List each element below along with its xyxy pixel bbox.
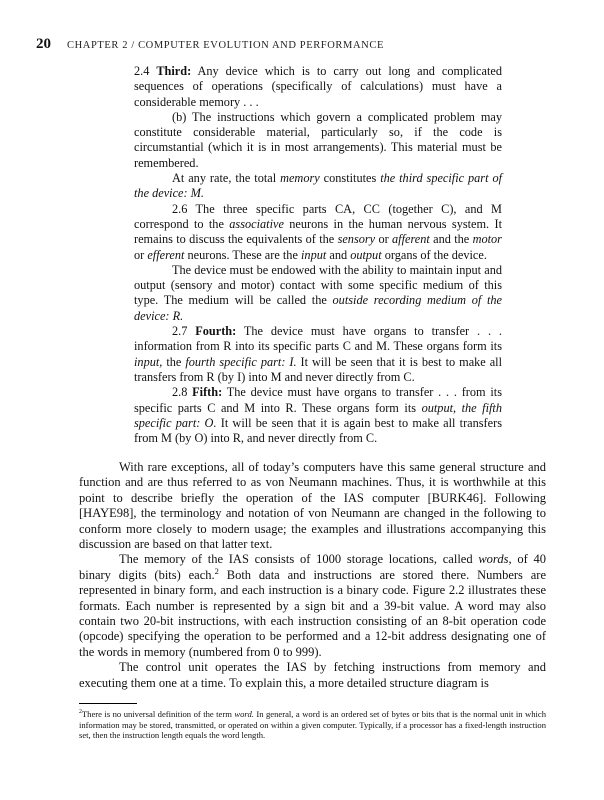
bold-text: Third: <box>156 64 192 78</box>
running-head: CHAPTER 2 / COMPUTER EVOLUTION AND PERFORMANCE <box>67 40 384 51</box>
italic-text: efferent <box>147 247 185 262</box>
page-header <box>36 36 384 53</box>
body-paragraph: With rare exceptions, all of today’s computers have this same general structure and function and are thus referred to as von Neumann machines. Thus, it is worthwhile at this point to describe briefly the operation of the IAS computer [BURK46]. Following [HAYE98], the terminology and notation of von Neumann are changed in the following to conform more closely to modern usage; the examples and illustrations accompanying this discussion are based on that latter text. <box>79 460 546 552</box>
italic-text: motor <box>472 232 502 247</box>
page-number: 20 <box>36 36 51 52</box>
italic-text: word. <box>234 709 254 719</box>
body-paragraph: The memory of the IAS consists of 1000 storage locations, called words, of 40 binary digits (bits) each.$^2$ Both data and instructions are stored there. Numbers are represented in binary form, and each instruction is a binary code. Figure 2.2 illustrates these formats. Each number is represented by a sign bit and a 39-bit value. A word may also contain two 20-bit instructions, with each instruction consisting of an 8-bit operation code (opcode) specifying the operation to be performed and a 12-bit address designating one of the words in memory (numbered from 0 to 999). <box>79 552 546 659</box>
quote-paragraph: 2.6 The three specific parts CA, CC (together C), and M correspond to the associative neurons in the human nervous system. It remains to discuss the equivalents of the sensory or afferent and the motor or efferent neurons. These are the input and output organs of the device. <box>134 201 502 262</box>
bold-text: Fourth: <box>195 324 237 339</box>
quote-paragraph: At any rate, the total memory constitutes the third specific part of the device: M. <box>134 171 503 201</box>
italic-text: the third specific part of the device: M. <box>134 171 503 201</box>
quote-paragraph: The device must be endowed with the ability to maintain input and output (sensory and motor) contact with some specific medium of this type. The medium will be called the outside recording medium of the device: R. <box>134 262 502 323</box>
body-text <box>79 460 546 691</box>
quote-paragraph: 2.7 Fourth: The device must have organs to transfer . . . information from R into its specific parts C and M. These organs form its input, the fourth specific part: I. It will be seen that it is best to make all transfers from R (by I) into M and never directly from C. <box>134 324 503 384</box>
italic-text: associative <box>229 216 284 231</box>
quote-paragraph: 2.4 Third: Any device which is to carry out long and complicated sequences of operations (specifically of calculations) must have a considerable memory . . . <box>134 64 502 109</box>
italic-text: output, the fifth specific part: O. <box>134 400 502 430</box>
footnote-marker: 2 <box>79 709 82 716</box>
italic-text: input <box>301 247 327 262</box>
footnote: $^2$There is no universal definition of the term word. In general, a word is an ordered set of bytes or bits that is the normal unit in which information may be stored, transmitted, or operated on within a given computer. Typically, if a processor has a fixed-length instruction set, then the instruction length equals the word length. <box>79 709 546 741</box>
bold-text: Fifth: <box>192 385 223 400</box>
quote-paragraph: 2.8 Fifth: The device must have organs to transfer . . . from its specific parts C and M into R. These organs form its output, the fifth specific part: O. It will be seen that it is again best to make all transfers from M (by O) into R, and never directly from C. <box>134 385 502 446</box>
italic-text: outside recording medium of the device: R. <box>134 293 502 323</box>
quote-paragraph: (b) The instructions which govern a complicated problem may constitute considerable material, particularly so, if the code is circumstantial (which it is in most arrangements). This material must be remembered. <box>134 109 502 170</box>
von-neumann-quote <box>134 64 502 446</box>
footnote-rule <box>79 703 137 704</box>
italic-text: afferent <box>392 232 430 247</box>
body-paragraph: The control unit operates the IAS by fetching instructions from memory and executing them one at a time. To explain this, a more detailed structure diagram is <box>79 660 546 690</box>
italic-text: memory <box>280 171 320 186</box>
italic-text: fourth specific part: I. <box>185 354 297 369</box>
italic-text: sensory <box>337 232 376 247</box>
italic-text: words, <box>478 552 512 567</box>
footnote-marker: 2 <box>214 565 219 576</box>
italic-text: input, <box>134 354 163 369</box>
italic-text: output <box>350 247 382 262</box>
